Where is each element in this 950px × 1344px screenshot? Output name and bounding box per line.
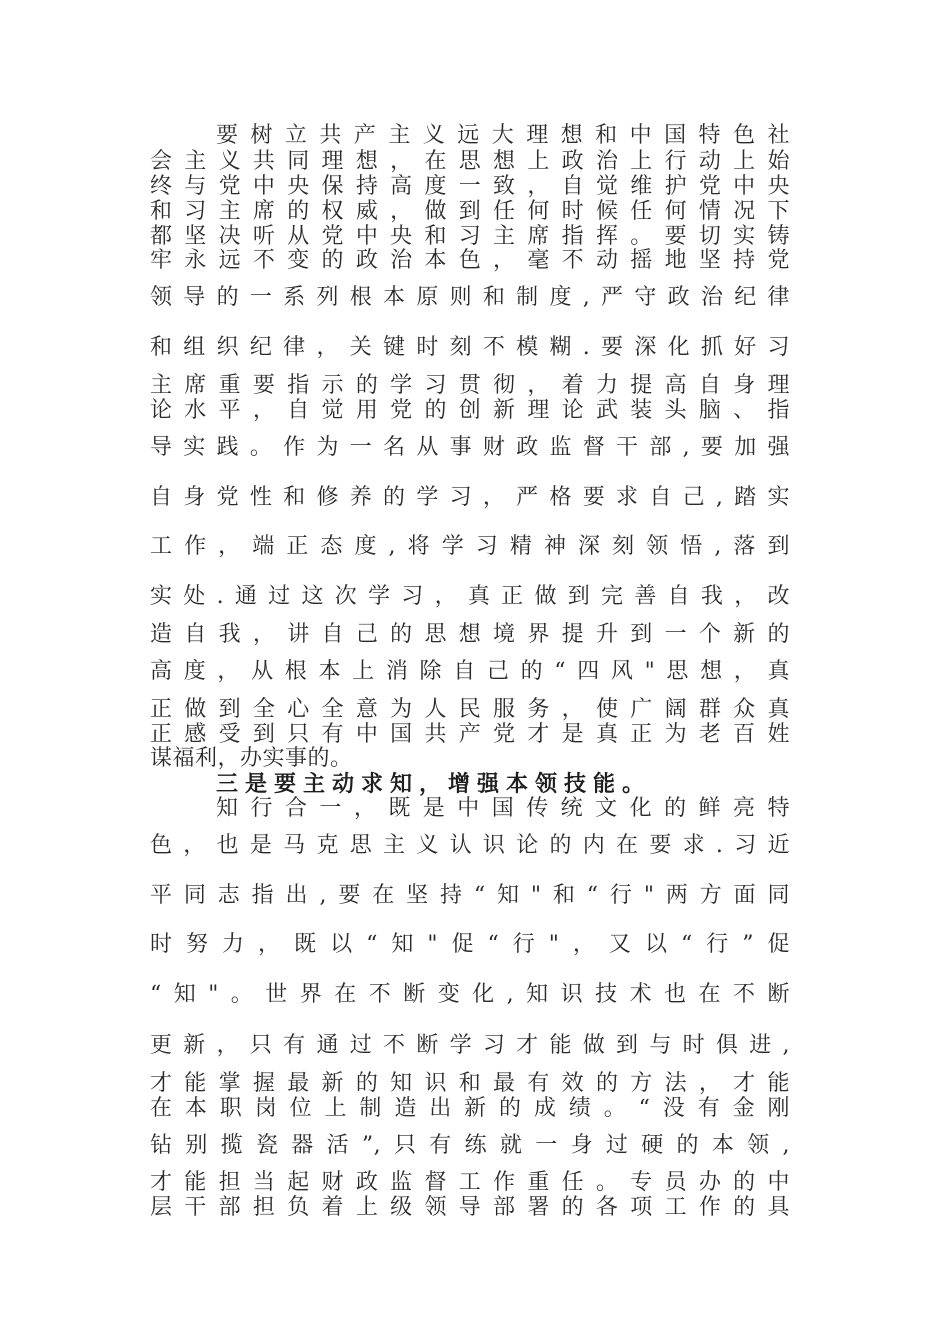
paragraph-line: 正感受到只有中国共产党才是真正为老百姓 — [150, 722, 790, 747]
paragraph-line: 领导的一系列根本原则和制度,严守政治纪律 — [150, 285, 790, 310]
paragraph-line: 都坚决听从党中央和习主席指挥。要切实铸 — [150, 224, 790, 249]
paragraph-line: 导实践。作为一名从事财政监督干部,要加强 — [150, 435, 790, 460]
paragraph-line: 才能掌握最新的知识和最有效的方法，才能 — [150, 1071, 790, 1096]
paragraph-line: 层干部担负着上级领导部署的各项工作的具 — [150, 1195, 790, 1220]
paragraph-line: 和习主席的权威，做到任何时候任何情况下 — [150, 199, 790, 224]
paragraph-line: 钻别揽瓷器活”,只有练就一身过硬的本领, — [150, 1133, 790, 1158]
paragraph-line: 才能担当起财政监督工作重任。专员办的中 — [150, 1170, 790, 1195]
paragraph-line: 主席重要指示的学习贯彻，着力提高自身理 — [150, 373, 790, 398]
paragraph-line: 自身党性和修养的学习，严格要求自己,踏实 — [150, 485, 790, 510]
paragraph-line: 论水平，自觉用党的创新理论武装头脑、指 — [150, 398, 790, 423]
section-heading: 三是要主动求知，增强本领技能。 — [216, 771, 652, 797]
paragraph-line: 实处.通过这次学习，真正做到完善自我，改 — [150, 584, 790, 609]
paragraph-line: 终与党中央保持高度一致，自觉维护党中央 — [150, 174, 790, 199]
paragraph-line: 要树立共产主义远大理想和中国特色社 — [216, 123, 790, 148]
paragraph-line: 和组织纪律，关键时刻不模糊.要深化抓好习 — [150, 335, 790, 360]
paragraph-line: 牢永远不变的政治本色，毫不动摇地坚持党 — [150, 248, 790, 273]
paragraph-line: 谋福利，办实事的。 — [150, 746, 353, 771]
paragraph-line: 在本职岗位上制造出新的成绩。“没有金刚 — [150, 1096, 790, 1121]
paragraph-line: 知行合一，既是中国传统文化的鲜亮特 — [216, 796, 790, 821]
paragraph-line: “知"。世界在不断变化,知识技术也在不断 — [150, 982, 790, 1007]
paragraph-line: 造自我，讲自己的思想境界提升到一个新的 — [150, 622, 790, 647]
paragraph-line: 高度，从根本上消除自己的“四风"思想，真 — [150, 659, 790, 684]
paragraph-line: 更新，只有通过不断学习才能做到与时俱进, — [150, 1033, 790, 1058]
paragraph-line: 会主义共同理想，在思想上政治上行动上始 — [150, 149, 790, 174]
paragraph-line: 时努力，既以“知"促“行"，又以“行”促 — [150, 932, 790, 957]
paragraph-line: 正做到全心全意为人民服务，使广阔群众真 — [150, 697, 790, 722]
paragraph-line: 工作，端正态度,将学习精神深刻领悟,落到 — [150, 534, 790, 559]
paragraph-line: 色，也是马克思主义认识论的内在要求.习近 — [150, 833, 790, 858]
paragraph-line: 平同志指出,要在坚持“知"和“行"两方面同 — [150, 883, 790, 908]
